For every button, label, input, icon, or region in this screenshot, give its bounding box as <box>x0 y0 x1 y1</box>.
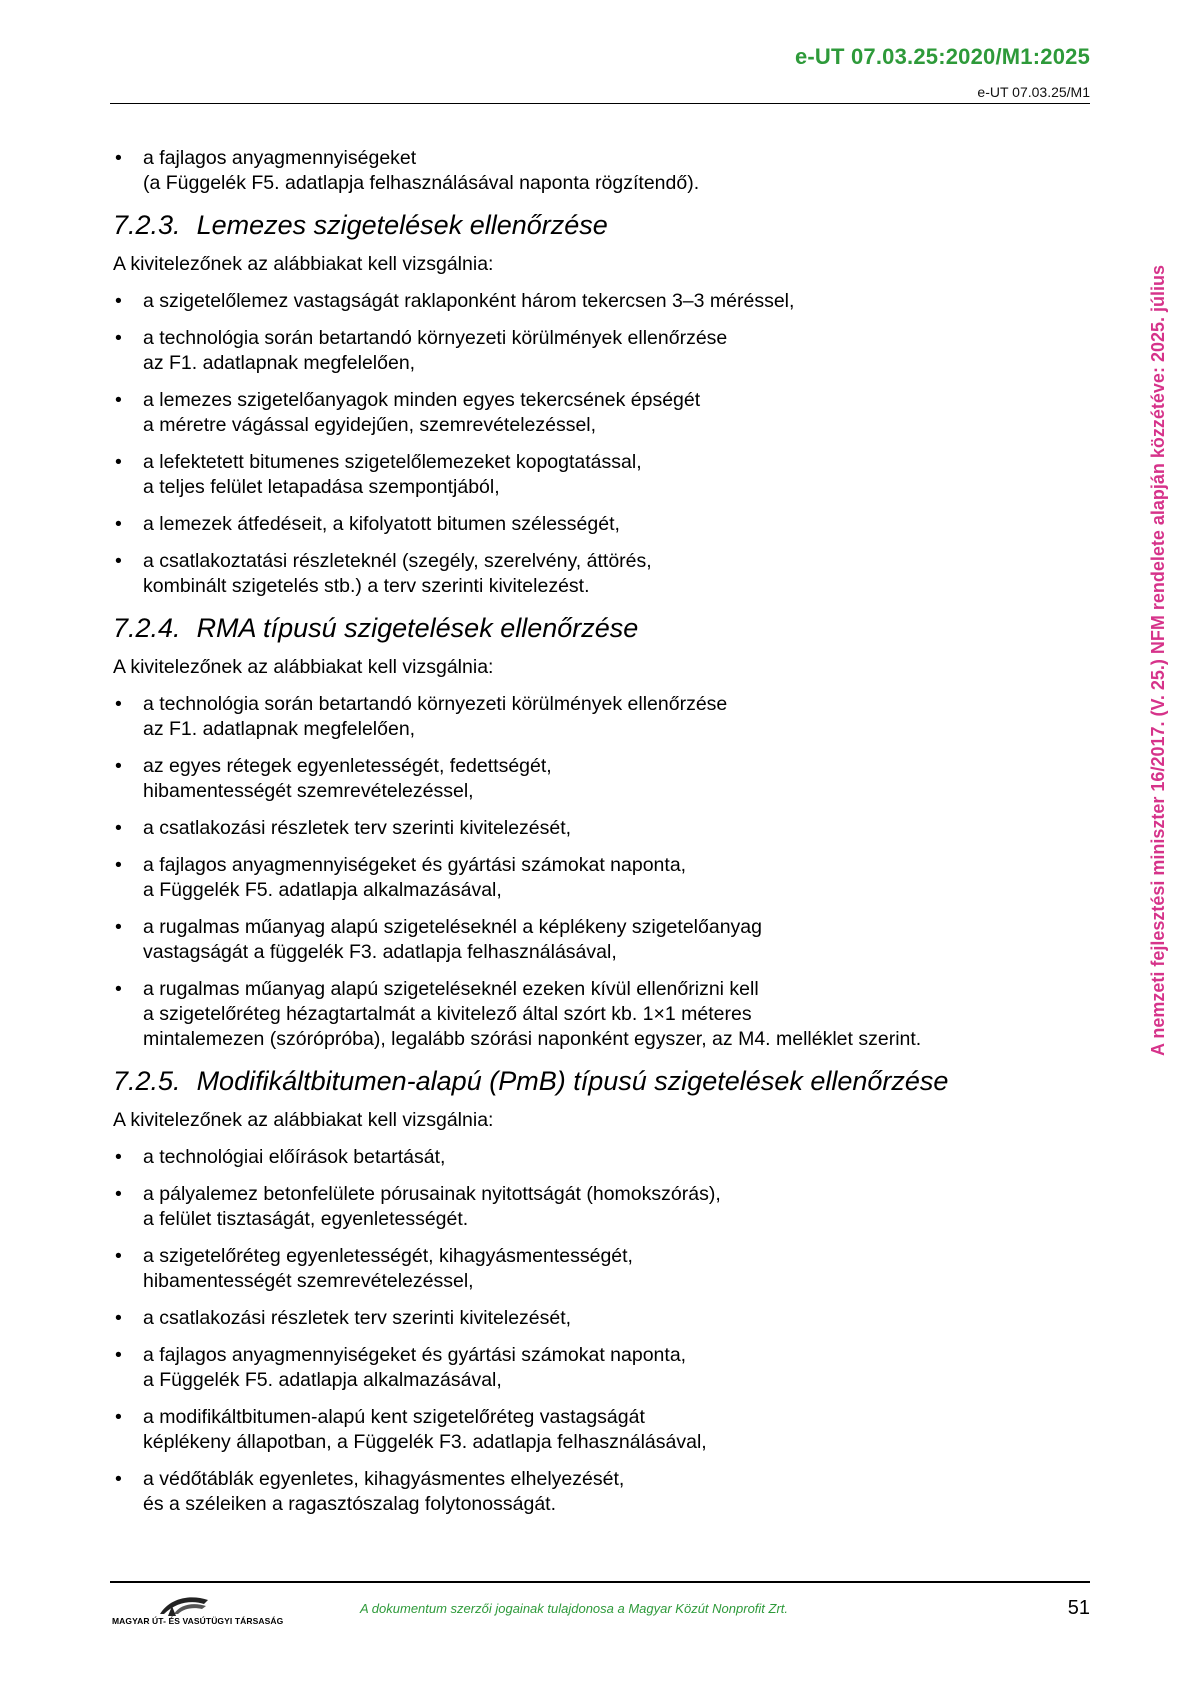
document-code: e-UT 07.03.25:2020/M1:2025 <box>794 44 1090 69</box>
list-item <box>113 1145 1053 1170</box>
bullet-list <box>113 1145 1053 1517</box>
list-item <box>113 1343 1053 1393</box>
list-item <box>113 1467 1053 1517</box>
list-item-line: • a csatlakozási részletek terv szerinti kivitelezését, <box>143 817 572 839</box>
list-item-line: • a technológia során betartandó környezeti körülmények ellenőrzése <box>143 693 728 715</box>
section-heading <box>113 1064 1053 1098</box>
list-item-line: mintalemezen (szórópróba), legalább szórási naponként egyszer, az M4. melléklet szerint. <box>143 1028 922 1050</box>
list-item-line: • a fajlagos anyagmennyiségeket és gyártási számokat naponta, <box>143 1344 687 1366</box>
list-item-line: • a lefektetett bitumenes szigetelőlemezeket kopogtatással, <box>143 451 642 473</box>
list-item-line: a méretre vágással egyidejűen, szemrevételezéssel, <box>143 414 597 436</box>
list-item <box>113 816 1053 841</box>
section <box>113 1064 1053 1517</box>
list-item-line: vastagságát a függelék F3. adatlapja felhasználásával, <box>143 941 617 963</box>
list-item-line: a Függelék F5. adatlapja alkalmazásával, <box>143 1369 502 1391</box>
document-subcode: e-UT 07.03.25/M1 <box>977 84 1090 100</box>
list-item <box>113 977 1053 1052</box>
list-item-line: • a csatlakozási részletek terv szerinti kivitelezését, <box>143 1307 572 1329</box>
list-item-line: a felület tisztaságát, egyenletességét. <box>143 1208 469 1230</box>
section-heading <box>113 208 1053 242</box>
list-item-line: a teljes felület letapadása szempontjából, <box>143 476 500 498</box>
list-item-line: • a szigetelőlemez vastagságát raklaponként három tekercsen 3–3 méréssel, <box>143 290 795 312</box>
list-item <box>113 853 1053 903</box>
list-item-line: • a csatlakoztatási részleteknél (szegély, szerelvény, áttörés, <box>143 550 652 572</box>
page-number: 51 <box>1067 1597 1090 1619</box>
list-item-line: • a fajlagos anyagmennyiségeket és gyártási számokat naponta, <box>143 854 687 876</box>
list-item-line: • a szigetelőréteg egyenletességét, kihagyásmentességét, <box>143 1245 633 1267</box>
header-divider <box>110 103 1090 104</box>
section-heading <box>113 611 1053 645</box>
list-item <box>113 146 1053 196</box>
list-item-line: • a technológiai előírások betartását, <box>143 1146 446 1168</box>
list-item <box>113 1182 1053 1232</box>
logo-text: MAGYAR ÚT- ÉS VASÚTÜGYI TÁRSASÁG <box>112 1616 284 1626</box>
list-item <box>113 388 1053 438</box>
section-number: 7.2.4. <box>113 613 181 643</box>
section-intro: A kivitelezőnek az alábbiakat kell vizsgálnia: <box>113 656 494 678</box>
section <box>113 208 1053 599</box>
section-intro: A kivitelezőnek az alábbiakat kell vizsgálnia: <box>113 253 494 275</box>
section-intro: A kivitelezőnek az alábbiakat kell vizsgálnia: <box>113 1109 494 1131</box>
list-item-line: • a rugalmas műanyag alapú szigeteléseknél ezeken kívül ellenőrizni kell <box>143 978 759 1000</box>
intro-bullet-list <box>113 146 1053 196</box>
list-item-line: a szigetelőréteg hézagtartalmát a kivitelező által szórt kb. 1×1 méteres <box>143 1003 752 1025</box>
section-title: Modifikáltbitumen-alapú (PmB) típusú szigetelések ellenőrzése <box>196 1066 949 1096</box>
list-item-line: • a modifikáltbitumen-alapú kent szigetelőréteg vastagságát <box>143 1406 645 1428</box>
list-item-line: • a védőtáblák egyenletes, kihagyásmentes elhelyezését, <box>143 1468 625 1490</box>
logo-mark-icon <box>112 1590 262 1616</box>
list-item-line: (a Függelék F5. adatlapja felhasználásával naponta rögzítendő). <box>143 172 700 194</box>
list-item <box>113 754 1053 804</box>
list-item-line: kombinált szigetelés stb.) a terv szerinti kivitelezést. <box>143 575 590 597</box>
list-item-line: • a fajlagos anyagmennyiségeket <box>143 147 417 169</box>
list-item-line: • a lemezek átfedéseit, a kifolyatott bitumen szélességét, <box>143 513 620 535</box>
list-item-line: és a széleiken a ragasztószalag folytonosságát. <box>143 1493 556 1515</box>
list-item <box>113 450 1053 500</box>
footer-divider <box>110 1581 1090 1583</box>
list-item <box>113 1306 1053 1331</box>
section-title: Lemezes szigetelések ellenőrzése <box>196 210 608 240</box>
section <box>113 611 1053 1052</box>
section-number: 7.2.5. <box>113 1066 181 1096</box>
list-item-line: hibamentességét szemrevételezéssel, <box>143 780 474 802</box>
list-item-line: • a technológia során betartandó környezeti körülmények ellenőrzése <box>143 327 728 349</box>
list-item <box>113 289 1053 314</box>
footer-logo <box>112 1590 284 1626</box>
list-item-line: • a pályalemez betonfelülete pórusainak nyitottságát (homokszórás), <box>143 1183 721 1205</box>
list-item-line: az F1. adatlapnak megfelelően, <box>143 718 416 740</box>
list-item <box>113 915 1053 965</box>
sections-container <box>113 208 1053 1517</box>
publication-note-vertical: A nemzeti fejlesztési miniszter 16/2017. (V. 25.) NFM rendelete alapján közzétéve: 2025. július <box>1148 265 1168 1056</box>
section-title: RMA típusú szigetelések ellenőrzése <box>196 613 639 643</box>
list-item-line: a Függelék F5. adatlapja alkalmazásával, <box>143 879 502 901</box>
list-item <box>113 549 1053 599</box>
list-item <box>113 326 1053 376</box>
list-item-line: • az egyes rétegek egyenletességét, fedettségét, <box>143 755 552 777</box>
footer-copyright: A dokumentum szerzői jogainak tulajdonosa a Magyar Közút Nonprofit Zrt. <box>360 1601 789 1616</box>
list-item-line: • a rugalmas műanyag alapú szigeteléseknél a képlékeny szigetelőanyag <box>143 916 762 938</box>
bullet-list <box>113 692 1053 1052</box>
list-item-line: hibamentességét szemrevételezéssel, <box>143 1270 474 1292</box>
list-item <box>113 512 1053 537</box>
page-content <box>113 146 1053 1529</box>
list-item <box>113 1405 1053 1455</box>
list-item-line: képlékeny állapotban, a Függelék F3. adatlapja felhasználásával, <box>143 1431 707 1453</box>
bullet-list <box>113 289 1053 599</box>
section-number: 7.2.3. <box>113 210 181 240</box>
list-item-line: az F1. adatlapnak megfelelően, <box>143 352 416 374</box>
list-item <box>113 692 1053 742</box>
list-item <box>113 1244 1053 1294</box>
list-item-line: • a lemezes szigetelőanyagok minden egyes tekercsének épségét <box>143 389 701 411</box>
